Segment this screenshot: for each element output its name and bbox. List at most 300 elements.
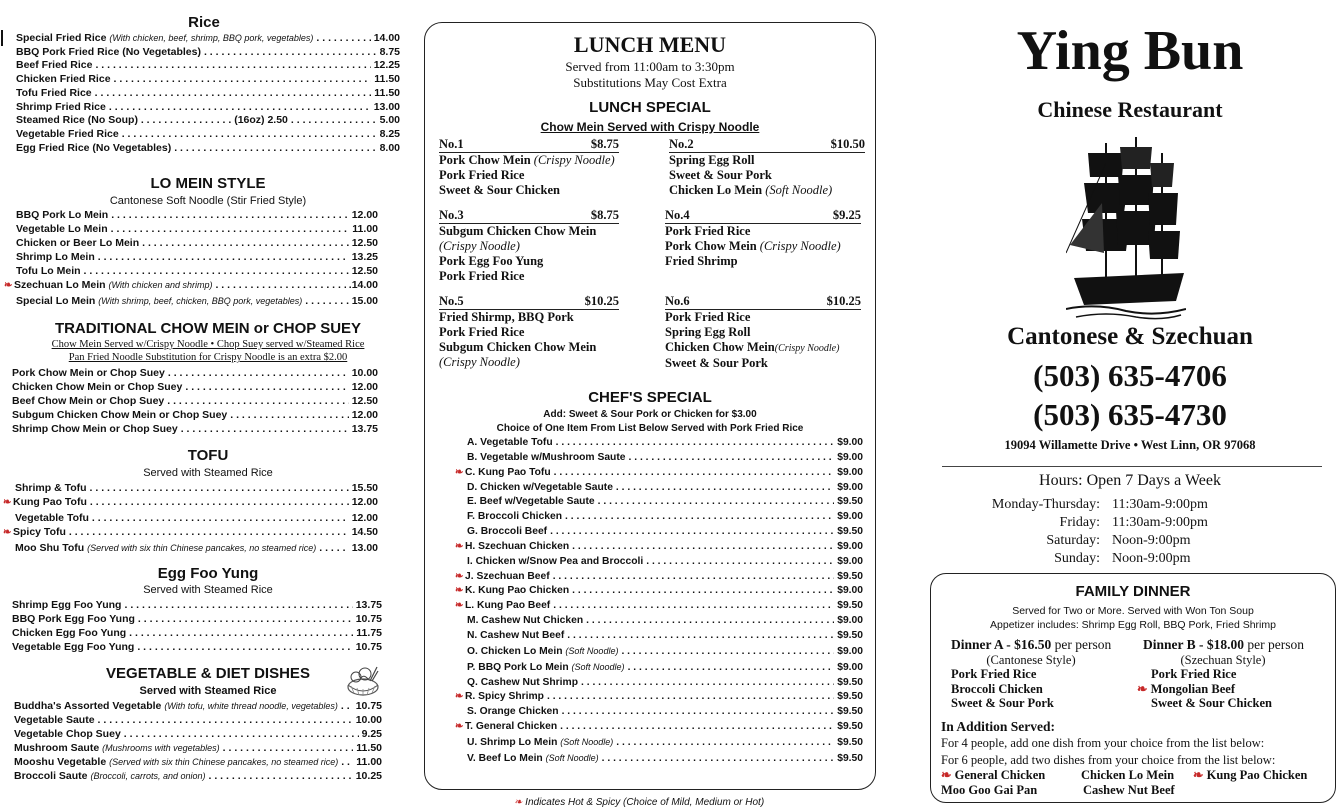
menu-item-row	[467, 510, 863, 525]
address: 19094 Willamette Drive • West Linn, OR 97068	[1004, 438, 1256, 452]
menu-item-label: Chicken Egg Foo Yung	[12, 627, 127, 639]
hours-day: Monday-Thursday:	[991, 497, 1100, 512]
menu-item-label: Chicken or Beer Lo Mein	[16, 237, 140, 250]
menu-item-price: 9.25	[361, 728, 382, 741]
menu-item-label: G. Broccoli Beef	[467, 526, 548, 538]
menu-item-label: S. Orange Chicken	[467, 706, 559, 718]
lunch-combo	[439, 294, 619, 370]
menu-item-label: Tofu Lo Mein	[16, 265, 81, 278]
divider	[942, 466, 1322, 467]
combo-line: Pork Egg Foo Yung	[439, 254, 544, 268]
menu-item-name	[14, 699, 338, 713]
menu-item-row	[14, 741, 382, 755]
menu-item-note: (With shrimp, beef, chicken, BBQ pork, vegetables)	[98, 295, 303, 306]
menu-item-name	[467, 436, 553, 451]
footnote	[514, 797, 764, 808]
menu-item-label: Vegetable Egg Foo Yung	[12, 641, 135, 653]
menu-item-name	[467, 735, 613, 751]
menu-item-price: $9.00	[837, 466, 863, 478]
lunch-substitutions: Substitutions May Cost Extra	[573, 75, 727, 90]
menu-item-note: (Served with six thin Chinese pancakes, no steamed rice)	[109, 757, 339, 768]
menu-item-label: K. Kung Pao Chicken	[465, 585, 570, 597]
menu-item-row	[14, 727, 382, 741]
menu-item-label: Vegetable Tofu	[15, 511, 89, 524]
combo-header	[669, 137, 865, 153]
menu-item-label: Moo Shu Tofu	[15, 541, 85, 554]
combo-line: Pork Fried Rice	[439, 168, 525, 182]
menu-item-price: $9.00	[837, 645, 863, 657]
menu-item-name	[467, 629, 564, 644]
menu-item-name	[16, 87, 92, 101]
menu-item-name	[455, 466, 551, 481]
menu-item-name	[3, 525, 66, 540]
chowmein-subtitle-1: Chow Mein Served w/Crispy Noodle • Chop Suey served w/Steamed Rice	[51, 339, 365, 350]
menu-item-row	[467, 751, 863, 767]
menu-item-price: 14.50	[351, 526, 378, 539]
combo-line: Sweet & Sour Pork	[669, 168, 772, 182]
menu-item-label: Shrimp Fried Rice	[16, 100, 106, 113]
menu-item-price: $9.50	[837, 496, 863, 508]
menu-item-row	[16, 264, 378, 278]
hot-pepper-icon: ❧	[455, 570, 464, 582]
family-choice	[1083, 783, 1175, 798]
hot-pepper-icon: ❧	[514, 797, 523, 808]
menu-item-price: 10.75	[355, 613, 382, 625]
hours-time: 11:30am-9:00pm	[1112, 497, 1208, 512]
family-title: FAMILY DINNER	[1075, 583, 1191, 600]
lunch-combo	[439, 208, 619, 284]
dinner-a-per: per person	[1054, 637, 1112, 652]
menu-item-name	[16, 114, 288, 128]
menu-item-price: 10.75	[355, 641, 382, 653]
hours-time: Noon-9:00pm	[1112, 551, 1191, 566]
menu-item-label: N. Cashew Nut Beef	[467, 629, 565, 641]
menu-item-price: 11.50	[374, 86, 400, 99]
menu-item-name	[455, 599, 551, 614]
menu-item-name	[16, 250, 95, 264]
leader-dots	[230, 408, 348, 422]
combo-line: Sweet & Sour Pork	[665, 356, 768, 370]
hours-day: Friday:	[1059, 515, 1100, 530]
leader-dots	[209, 769, 353, 783]
menu-item-name	[467, 451, 626, 466]
leader-dots	[223, 741, 354, 755]
family-sub2: Appetizer includes: Shrimp Egg Roll, BBQ Pork, Fried Shrimp	[990, 619, 1276, 631]
menu-item-price: $9.00	[837, 481, 863, 493]
leader-dots	[138, 612, 353, 626]
vegetable-list	[14, 699, 382, 784]
menu-item-row	[467, 555, 863, 570]
menu-item-label: Pork Chow Mein or Chop Suey	[12, 367, 165, 379]
menu-item-name	[12, 598, 121, 612]
dinner-item: Broccoli Chicken	[951, 681, 1043, 696]
sailing-ship-icon	[1066, 133, 1186, 326]
family-choice	[1081, 768, 1174, 783]
hours-row	[934, 550, 1326, 568]
combo-price: $10.25	[826, 294, 861, 308]
menu-item-name	[15, 511, 89, 525]
menu-item-label: F. Broccoli Chicken	[467, 511, 562, 523]
menu-item-note: (With chicken and shrimp)	[108, 280, 213, 291]
combo-line: Spring Egg Roll	[669, 153, 755, 167]
menu-item-row	[467, 676, 863, 691]
lunch-special-sub: Chow Mein Served with Crispy Noodle	[540, 120, 760, 134]
combo-price: $8.75	[590, 208, 619, 222]
hours-time: 11:30am-9:00pm	[1112, 515, 1208, 530]
menu-item-row	[16, 236, 378, 250]
combo-header	[439, 208, 619, 224]
menu-item-row	[12, 626, 382, 640]
menu-item-row	[14, 755, 382, 769]
combo-line: (Crispy Noodle)	[439, 355, 520, 369]
menu-item-price: 11.00	[352, 223, 378, 236]
menu-item-label: J. Szechuan Beef	[465, 570, 550, 582]
addition-title: In Addition Served:	[941, 719, 1056, 734]
leader-dots	[341, 699, 353, 713]
leader-dots	[124, 727, 359, 741]
leader-dots	[305, 294, 348, 308]
menu-item-name	[16, 222, 108, 236]
menu-item-name	[16, 294, 302, 308]
lunch-served: Served from 11:00am to 3:30pm	[565, 59, 735, 74]
rice-list	[16, 32, 400, 155]
eggfooyung-title: Egg Foo Yung	[157, 565, 259, 582]
menu-item-note: (Soft Noodle)	[545, 752, 599, 763]
menu-item-price: 8.75	[379, 45, 400, 58]
menu-item-label: Mushroom Saute	[14, 742, 100, 755]
menu-item-name	[12, 394, 164, 408]
leader-dots	[598, 495, 835, 510]
menu-item-label: Mooshu Vegetable	[14, 756, 107, 769]
lunch-title: LUNCH MENU	[573, 32, 727, 57]
leader-dots	[629, 451, 835, 466]
menu-item-name	[467, 555, 643, 570]
family-dinner-box	[930, 573, 1336, 803]
menu-item-name	[16, 128, 119, 142]
leader-dots	[111, 208, 349, 222]
menu-item-name	[14, 755, 338, 769]
tofu-title: TOFU	[187, 447, 229, 464]
menu-item-row	[467, 660, 863, 676]
menu-item-note: (Soft Noodle)	[571, 661, 625, 672]
menu-item-row	[16, 250, 378, 264]
leader-dots	[90, 495, 349, 509]
leader-dots	[567, 629, 834, 644]
cuisine-style: Cantonese & Szechuan	[1007, 323, 1253, 350]
menu-item-label: A. Vegetable Tofu	[467, 437, 553, 448]
menu-item-label: M. Cashew Nut Chicken	[467, 615, 584, 627]
leader-dots	[550, 525, 834, 540]
restaurant-name: Ying Bun	[1016, 20, 1244, 82]
lunch-combo	[665, 294, 861, 371]
menu-item-row	[455, 599, 863, 614]
menu-item-row	[467, 735, 863, 751]
leader-dots	[185, 380, 348, 394]
menu-item-label: Shrimp Egg Foo Yung	[12, 599, 122, 611]
menu-item-row	[15, 511, 378, 525]
menu-item-label: Beef Fried Rice	[16, 59, 93, 72]
combo-line: Chicken Lo Mein (Soft Noodle)	[669, 183, 833, 197]
eggfooyung-list	[12, 598, 382, 654]
dinner-b-per: per person	[1247, 637, 1304, 652]
hours-day: Saturday:	[1046, 533, 1100, 548]
combo-line: (Crispy Noodle)	[439, 239, 520, 253]
rice-title: Rice	[188, 14, 220, 31]
family-choice-label: Cashew Nut Beef	[1083, 783, 1175, 797]
menu-item-row	[14, 713, 382, 727]
menu-item-name	[12, 612, 135, 626]
tofu-list	[3, 481, 378, 555]
hot-pepper-icon: ❧	[4, 280, 13, 292]
menu-item-price: $9.50	[837, 600, 863, 612]
leader-dots	[556, 436, 835, 451]
menu-item-row	[12, 422, 378, 436]
chef-sub2: Choice of One Item From List Below Served with Pork Fried Rice	[496, 423, 804, 434]
menu-item-row	[455, 720, 863, 735]
menu-item-row	[12, 612, 382, 626]
combo-header	[439, 294, 619, 310]
menu-item-row	[455, 540, 863, 555]
combo-line: Subgum Chicken Chow Mein	[439, 340, 597, 354]
menu-item-price: 13.00	[373, 100, 400, 113]
lomein-title: LO MEIN STYLE	[150, 175, 266, 192]
combo-price: $8.75	[590, 137, 619, 151]
lunch-special-title: LUNCH SPECIAL	[589, 99, 711, 116]
menu-item-row	[467, 495, 863, 510]
hot-pepper-icon: ❧	[455, 600, 464, 612]
menu-item-name	[467, 705, 559, 720]
menu-item-label: Spicy Tofu	[13, 526, 66, 539]
family-choice	[941, 768, 1045, 783]
menu-item-row	[455, 584, 863, 599]
menu-item-price: $9.50	[837, 736, 863, 748]
leader-dots	[137, 640, 352, 654]
menu-item-row	[14, 769, 382, 783]
menu-item-row	[467, 705, 863, 720]
dinner-b	[1137, 637, 1333, 711]
menu-item-row	[455, 690, 863, 705]
menu-item-price: $9.50	[837, 570, 863, 582]
dinner-item: Sweet & Sour Pork	[951, 696, 1054, 710]
menu-item-name	[3, 495, 87, 510]
leader-dots	[547, 690, 834, 705]
combo-number: No.4	[665, 208, 690, 222]
menu-item-name	[12, 422, 178, 436]
leader-dots	[602, 752, 835, 767]
chowmein-list	[12, 366, 378, 436]
menu-item-price: 12.50	[351, 395, 378, 408]
menu-item-price: 12.50	[351, 237, 378, 250]
menu-item-price: .14.00	[348, 279, 378, 292]
menu-item-name	[467, 660, 625, 676]
chowmein-subtitle-2: Pan Fried Noodle Substitution for Crispy Noodle is an extra $2.00	[68, 352, 348, 363]
family-choice-label: Moo Goo Gai Pan	[941, 783, 1038, 797]
leader-dots	[98, 250, 349, 264]
lunch-combo	[665, 208, 861, 269]
leader-dots	[92, 511, 349, 525]
menu-item-price: 13.75	[355, 599, 382, 611]
menu-item-row	[14, 699, 382, 713]
menu-item-price: 11.75	[356, 627, 382, 639]
menu-item-row	[16, 87, 400, 101]
leader-dots	[95, 87, 372, 101]
menu-item-price: $9.00	[837, 451, 863, 463]
menu-item-price: 5.00	[379, 114, 400, 127]
menu-item-price: 13.25	[351, 251, 378, 264]
hours-row	[934, 514, 1326, 532]
menu-item-name	[14, 713, 95, 727]
combo-price: $10.25	[584, 294, 619, 308]
combo-line: Pork Fried Rice	[665, 310, 751, 324]
menu-item-price: 12.00	[351, 209, 378, 221]
combo-header	[665, 294, 861, 310]
menu-item-label: Steamed Rice (No Soup) . . . . . . . . . . . . . . . . (16oz) 2.50	[16, 114, 288, 127]
menu-item-name	[455, 540, 570, 555]
leader-dots	[572, 540, 834, 555]
combo-number: No.3	[439, 208, 464, 222]
menu-item-price: 13.75	[351, 423, 378, 436]
combo-price: $9.25	[832, 208, 861, 222]
menu-item-label: Egg Fried Rice (No Vegetables)	[16, 141, 172, 154]
combo-line: Pork Chow Mein (Crispy Noodle)	[665, 239, 841, 253]
menu-item-name	[16, 264, 81, 278]
dinner-b-style: (Szechuan Style)	[1180, 652, 1266, 667]
leader-dots	[109, 101, 371, 115]
combo-line: Fried Shirmp, BBQ Pork	[439, 310, 574, 324]
menu-item-row	[12, 394, 378, 408]
leader-dots	[98, 713, 353, 727]
menu-item-name	[16, 236, 139, 250]
menu-item-row	[16, 101, 400, 115]
combo-line: Pork Chow Mein (Crispy Noodle)	[439, 153, 615, 167]
hot-pepper-icon: ❧	[1193, 768, 1207, 782]
menu-item-label: Szechuan Lo Mein	[14, 279, 106, 292]
menu-item-price: 12.50	[351, 265, 378, 278]
menu-item-label: B. Vegetable w/Mushroom Saute	[467, 451, 626, 463]
menu-item-row	[12, 598, 382, 612]
menu-item-row	[15, 481, 378, 495]
combo-line: Pork Fried Rice	[439, 325, 525, 339]
hot-pepper-icon: ❧	[941, 768, 955, 782]
menu-item-price: 15.00	[351, 294, 378, 307]
menu-item-price: 10.00	[355, 714, 382, 727]
menu-item-label: Vegetable Fried Rice	[16, 127, 119, 140]
menu-item-price: 12.00	[351, 496, 378, 509]
leader-dots	[616, 481, 834, 496]
family-choice-label: Chicken Lo Mein	[1081, 768, 1175, 782]
menu-item-note: (Soft Noodle)	[565, 645, 619, 656]
hot-pepper-icon: ❧	[455, 466, 464, 478]
leader-dots	[572, 584, 834, 599]
menu-item-price: 11.50	[356, 742, 382, 755]
hot-pepper-icon: ❧	[455, 585, 464, 597]
leader-dots	[628, 661, 835, 676]
lunch-menu-box	[424, 22, 876, 790]
menu-item-price: $9.50	[837, 676, 863, 688]
menu-item-label: Shrimp Lo Mein	[16, 251, 95, 264]
leader-dots	[122, 128, 377, 142]
menu-item-price: $9.50	[837, 691, 863, 703]
leader-dots	[565, 510, 834, 525]
menu-item-name	[455, 690, 544, 705]
menu-item-name	[16, 32, 313, 46]
combo-number: No.2	[669, 137, 694, 151]
menu-item-label: O. Chicken Lo Mein	[467, 645, 563, 657]
menu-item-name	[12, 626, 126, 640]
chef-title: CHEF'S SPECIAL	[588, 389, 712, 406]
leader-dots	[646, 555, 834, 570]
menu-item-row	[455, 570, 863, 585]
menu-item-label: Beef Chow Mein or Chop Suey	[12, 395, 165, 408]
leader-dots	[204, 46, 377, 60]
leader-dots	[560, 720, 834, 735]
menu-item-price: $9.00	[837, 661, 863, 673]
menu-item-label: Vegetable Lo Mein	[16, 223, 108, 236]
menu-item-name	[14, 727, 121, 741]
menu-item-label: R. Spicy Shrimp	[465, 691, 544, 703]
vegetable-subtitle: Served with Steamed Rice	[139, 685, 277, 697]
hot-pepper-icon: ❧	[3, 497, 12, 509]
menu-item-row	[467, 481, 863, 496]
menu-item-price: 10.00	[351, 367, 378, 379]
menu-item-label: E. Beef w/Vegetable Saute	[467, 496, 595, 508]
combo-number: No.5	[439, 294, 464, 308]
hot-pepper-icon: ❧	[455, 721, 464, 733]
dinner-item: Pork Fried Rice	[1151, 667, 1237, 681]
menu-item-label: Chicken Chow Mein or Chop Suey	[12, 381, 183, 394]
menu-item-name	[12, 380, 182, 394]
leader-dots	[581, 676, 834, 691]
menu-item-row	[16, 142, 400, 156]
menu-item-price: 14.00	[373, 32, 400, 44]
menu-item-name	[467, 510, 562, 525]
menu-item-name	[15, 541, 316, 555]
combo-line: Fried Shrimp	[665, 254, 738, 268]
leader-dots	[586, 614, 834, 629]
leader-dots	[553, 570, 835, 585]
lunch-combo	[439, 137, 619, 198]
menu-item-row	[467, 614, 863, 629]
dinner-item: Pork Fried Rice	[951, 667, 1037, 681]
vegetable-title: VEGETABLE & DIET DISHES	[106, 665, 310, 682]
menu-item-row	[16, 32, 400, 46]
menu-item-row	[467, 436, 863, 451]
leader-dots	[616, 736, 834, 751]
footnote-text: Indicates Hot & Spicy (Choice of Mild, Medium or Hot)	[525, 797, 765, 808]
dinner-a-title: Dinner A - $16.50	[951, 637, 1052, 652]
hours-list	[934, 496, 1326, 568]
menu-item-name	[467, 614, 583, 629]
menu-item-row	[3, 495, 378, 510]
combo-line: Pork Fried Rice	[665, 224, 751, 238]
menu-item-label: Vegetable Chop Suey	[14, 728, 121, 741]
menu-item-label: Tofu Fried Rice	[16, 86, 92, 99]
menu-item-row	[16, 208, 378, 222]
menu-item-note: (Broccoli, carrots, and onion)	[90, 771, 206, 782]
combo-header	[439, 137, 619, 153]
leader-dots	[341, 755, 353, 769]
dinner-a-style: (Cantonese Style)	[986, 652, 1076, 667]
menu-item-name	[467, 751, 599, 767]
menu-item-price: 12.00	[351, 409, 378, 422]
menu-item-row	[16, 59, 400, 73]
menu-item-label: H. Szechuan Chicken	[465, 540, 570, 552]
menu-item-note: (With chicken, beef, shrimp, BBQ pork, vegetables)	[109, 33, 314, 43]
menu-item-price: 12.25	[373, 59, 400, 72]
menu-item-label: Vegetable Saute	[14, 714, 95, 727]
menu-item-row	[16, 114, 400, 128]
dinner-a-items	[951, 667, 1131, 711]
